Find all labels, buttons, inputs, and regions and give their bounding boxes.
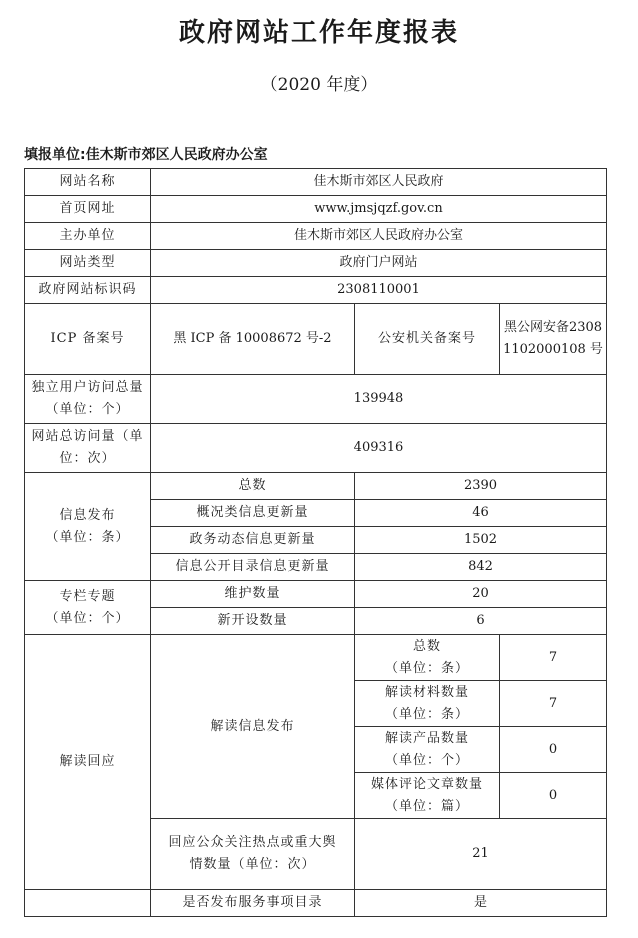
column-item-value: 6: [355, 608, 607, 635]
info-unit: （单位：条）: [45, 529, 130, 545]
column-unit: （单位：个）: [45, 610, 130, 626]
interpret-item-name: 解读材料数量: [384, 684, 469, 700]
site-name-label: 网站名称: [25, 169, 151, 196]
table-row: [25, 196, 607, 223]
interpret-item-label: [355, 773, 500, 819]
info-label: 信息发布: [59, 507, 116, 523]
table-row: [25, 375, 607, 424]
psb-label: 公安机关备案号: [355, 304, 500, 375]
site-type-label: 网站类型: [25, 250, 151, 277]
uv-label: 独立用户访问总量（单位：个）: [25, 375, 151, 424]
info-item-value: 842: [355, 554, 607, 581]
site-type-value: 政府门户网站: [151, 250, 607, 277]
service-catalog-value: 是: [355, 890, 607, 917]
table-row: [25, 581, 607, 608]
interpret-item-name: 解读产品数量: [384, 730, 469, 746]
table-row: [25, 890, 607, 917]
report-title: 政府网站工作年度报表: [178, 18, 459, 48]
interpret-item-value: 0: [500, 773, 607, 819]
pv-value: 409316: [151, 424, 607, 473]
hotspot-label: 回应公众关注热点或重大舆情数量（单位：次）: [151, 819, 355, 890]
interpret-item-label: [355, 727, 500, 773]
table-row: [25, 473, 607, 500]
pv-label: 网站总访问量（单位：次）: [25, 424, 151, 473]
interpret-item-unit: （单位：篇）: [384, 798, 469, 814]
info-item-label: 信息公开目录信息更新量: [151, 554, 355, 581]
column-label: 专栏专题: [59, 588, 116, 604]
table-row: [25, 250, 607, 277]
column-item-label: 新开设数量: [151, 608, 355, 635]
service-catalog-spacer: [25, 890, 151, 917]
info-item-value: 1502: [355, 527, 607, 554]
homepage-label: 首页网址: [25, 196, 151, 223]
icp-value: 黑 ICP 备 10008672 号-2: [151, 304, 355, 375]
icp-label: ICP 备案号: [25, 304, 151, 375]
table-row: [25, 304, 607, 375]
interpret-item-name: 总数: [412, 638, 441, 654]
table-row: [25, 635, 607, 681]
report-table: [24, 168, 607, 917]
column-item-value: 20: [355, 581, 607, 608]
interpret-item-value: 7: [500, 635, 607, 681]
site-id-value: 2308110001: [151, 277, 607, 304]
homepage-value: www.jmsjqzf.gov.cn: [151, 196, 607, 223]
table-row: [25, 424, 607, 473]
interpret-item-value: 0: [500, 727, 607, 773]
table-row: [25, 223, 607, 250]
psb-value: 黑公网安备23081102000108 号: [500, 304, 607, 375]
info-item-value: 2390: [355, 473, 607, 500]
info-label-cell: [25, 473, 151, 581]
info-item-value: 46: [355, 500, 607, 527]
hotspot-value: 21: [355, 819, 607, 890]
column-label-cell: [25, 581, 151, 635]
service-catalog-label: 是否发布服务事项目录: [151, 890, 355, 917]
interpret-item-name: 媒体评论文章数量: [370, 776, 483, 792]
interpret-item-label: [355, 681, 500, 727]
sponsor-value: 佳木斯市郊区人民政府办公室: [151, 223, 607, 250]
table-row: [25, 277, 607, 304]
interpret-item-unit: （单位：条）: [384, 660, 469, 676]
interpret-label: 解读回应: [25, 635, 151, 890]
column-item-label: 维护数量: [151, 581, 355, 608]
site-id-label: 政府网站标识码: [25, 277, 151, 304]
interpret-item-value: 7: [500, 681, 607, 727]
interpret-item-unit: （单位：条）: [384, 706, 469, 722]
interpret-publish-label: 解读信息发布: [151, 635, 355, 819]
table-row: [25, 169, 607, 196]
uv-value: 139948: [151, 375, 607, 424]
site-name-value: 佳木斯市郊区人民政府: [151, 169, 607, 196]
sponsor-label: 主办单位: [25, 223, 151, 250]
report-year: （2020 年度）: [260, 75, 378, 95]
filing-unit: 填报单位:佳木斯市郊区人民政府办公室: [24, 147, 268, 163]
interpret-item-unit: （单位：个）: [384, 752, 469, 768]
interpret-item-label: [355, 635, 500, 681]
info-item-label: 概况类信息更新量: [151, 500, 355, 527]
info-item-label: 总数: [151, 473, 355, 500]
info-item-label: 政务动态信息更新量: [151, 527, 355, 554]
